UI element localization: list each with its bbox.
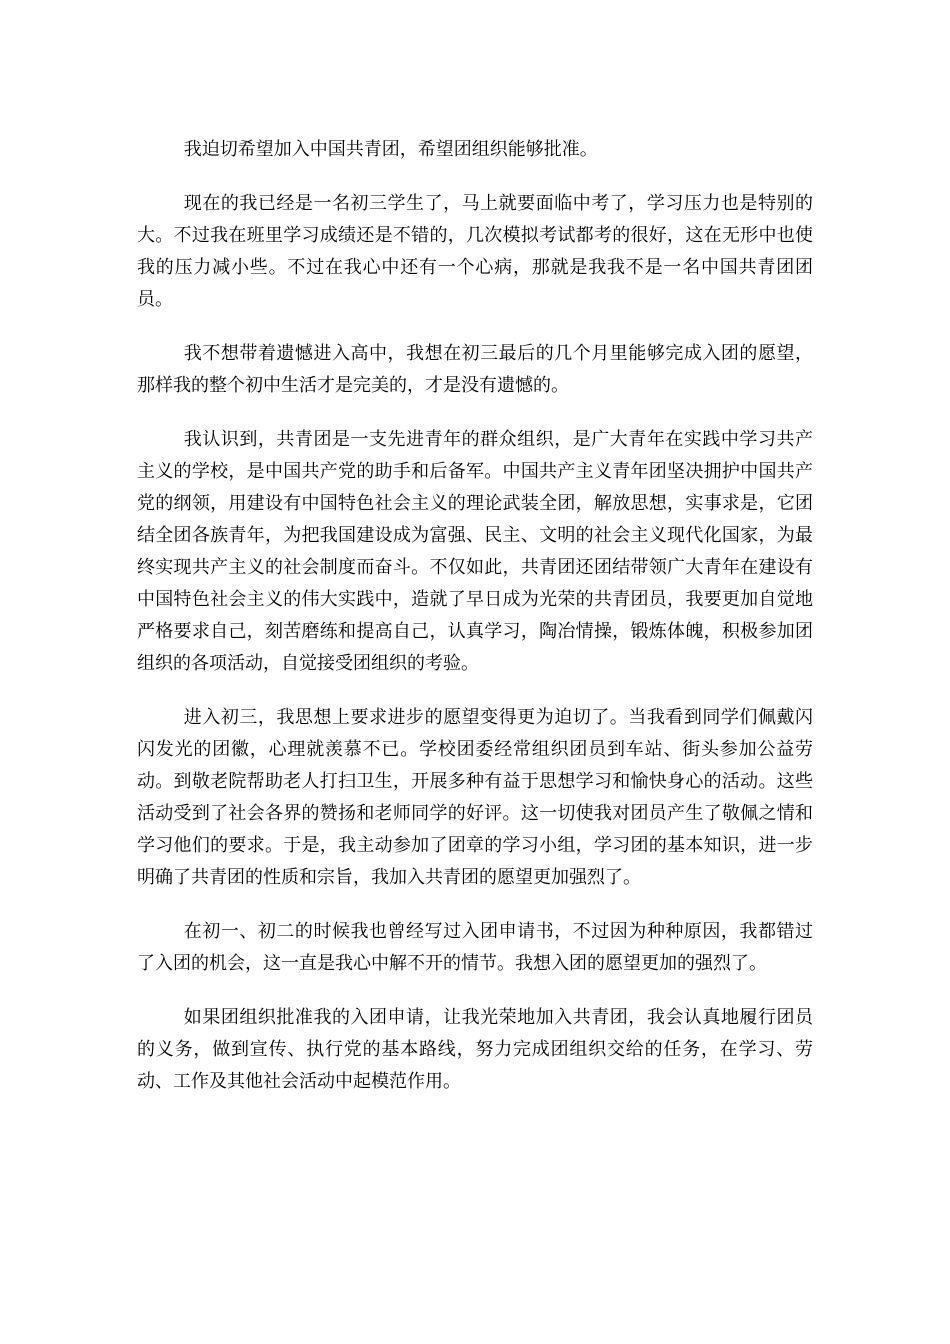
paragraph-1: 我迫切希望加入中国共青团，希望团组织能够批准。: [183, 139, 598, 160]
paragraph-6: 在初一、初二的时候我也曾经写过入团申请书，不过因为种种原因，我都错过了入团的机会，这一直是我心中解不开的情节。我想入团的愿望更加的强烈了。: [137, 921, 813, 974]
paragraph-7: 如果团组织批准我的入团申请，让我光荣地加入共青团，我会认真地履行团员的义务，做到宣传、执行党的基本路线，努力完成团组织交给的任务，在学习、劳动、工作及其他社会活动中起模范作用。: [137, 1007, 813, 1092]
paragraph-2: 现在的我已经是一名初三学生了，马上就要面临中考了，学习压力也是特别的大。不过我在班里学习成绩还是不错的，几次模拟考试都考的很好，这在无形中也使我的压力减小些。不过在我心中还有一个心病，那就是我我不是一名中国共青团团员。: [137, 193, 813, 310]
paragraph-5: 进入初三，我思想上要求进步的愿望变得更为迫切了。当我看到同学们佩戴闪闪发光的团徽，心理就羡慕不已。学校团委经常组织团员到车站、街头参加公益劳动。到敬老院帮助老人打扫卫生，开展多种有益于思想学习和愉快身心的活动。这些活动受到了社会各界的赞扬和老师同学的好评。这一切使我对团员产生了敬佩之情和学习他们的要求。于是，我主动参加了团章的学习小组，学习团的基本知识，进一步明确了共青团的性质和宗旨，我加入共青团的愿望更加强烈了。: [137, 707, 813, 888]
document-body: [137, 134, 813, 1120]
paragraph-4: 我认识到，共青团是一支先进青年的群众组织，是广大青年在实践中学习共产主义的学校，是中国共产党的助手和后备军。中国共产主义青年团坚决拥护中国共产党的纲领，用建设有中国特色社会主义的理论武装全团，解放思想，实事求是，它团结全团各族青年，为把我国建设成为富强、民主、文明的社会主义现代化国家，为最终实现共产主义的社会制度而奋斗。不仅如此，共青团还团结带领广大青年在建设有中国特色社会主义的伟大实践中，造就了早日成为光荣的共青团员，我要更加自觉地严格要求自己，刻苦磨练和提高自己，认真学习，陶冶情操，锻炼体魄，积极参加团组织的各项活动，自觉接受团组织的考验。: [137, 429, 813, 674]
paragraph-3: 我不想带着遗憾进入高中，我想在初三最后的几个月里能够完成入团的愿望，那样我的整个初中生活才是完美的，才是没有遗憾的。: [137, 343, 813, 396]
